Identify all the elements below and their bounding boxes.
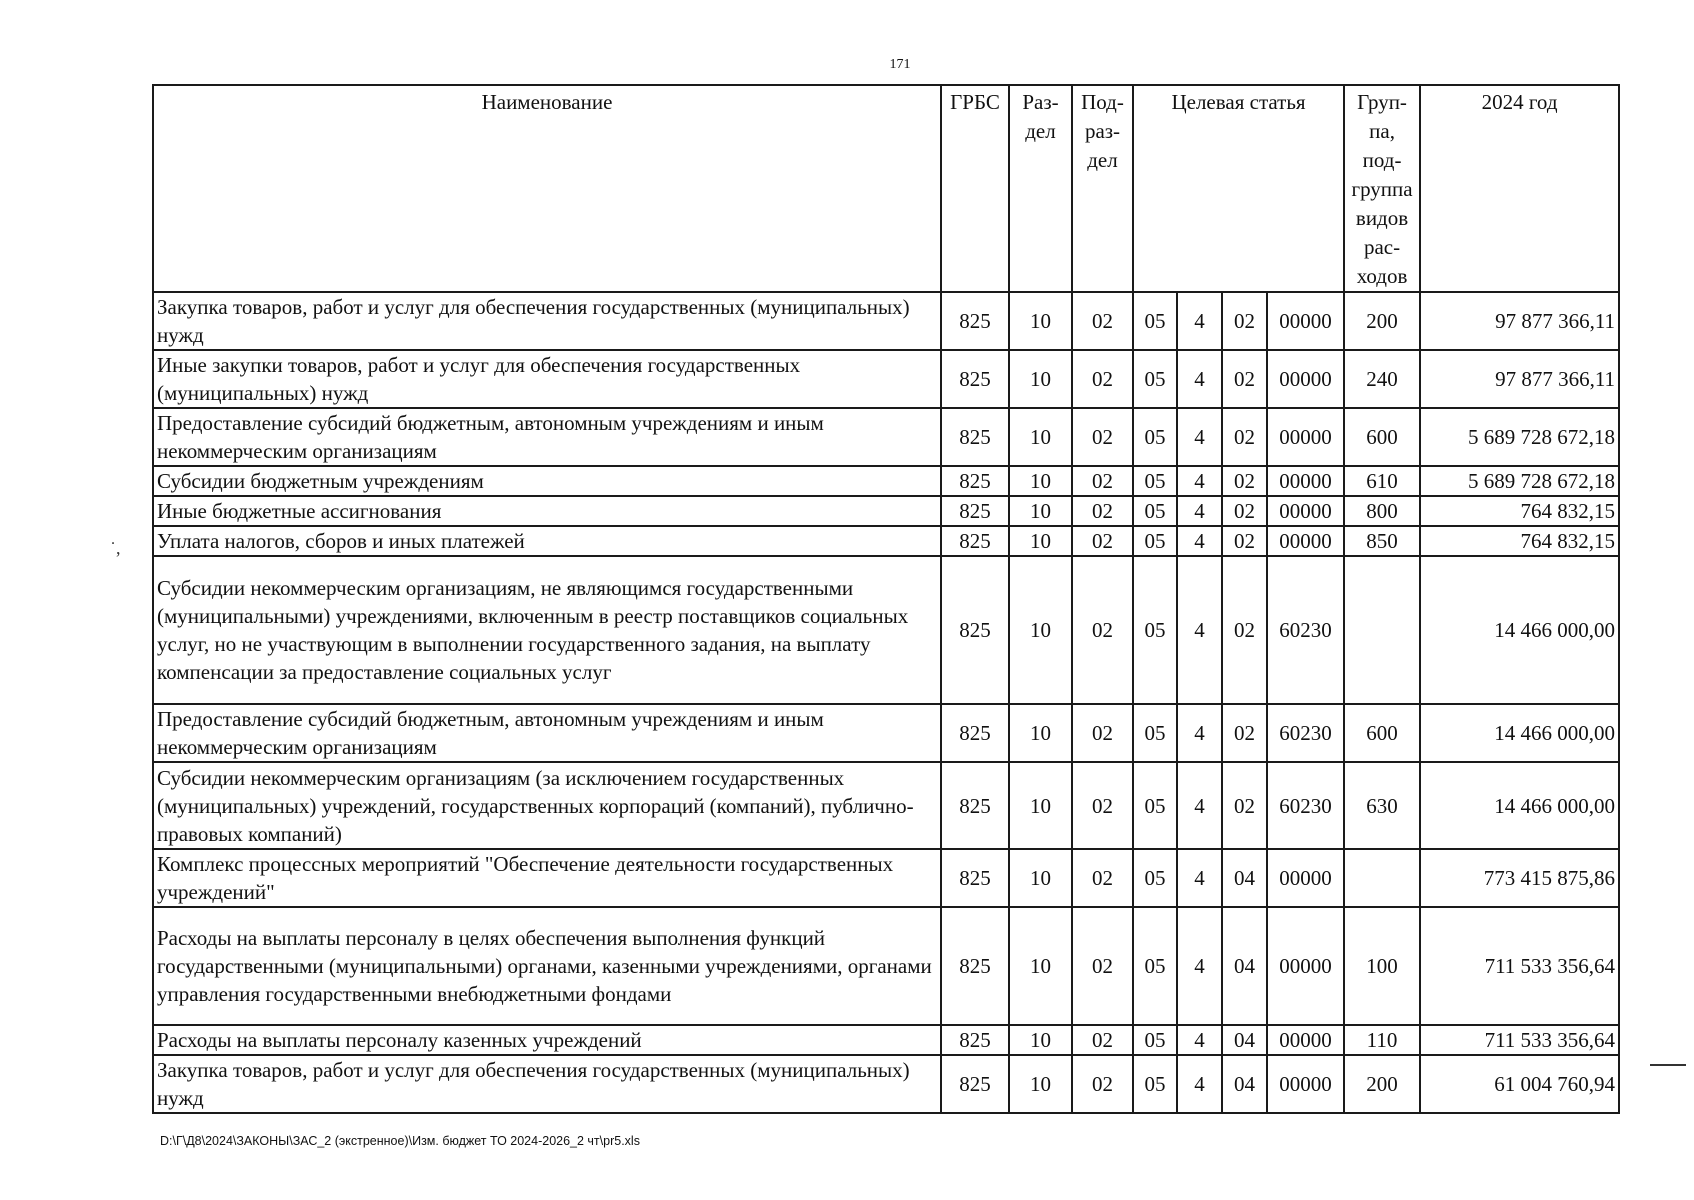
row-target-complex: 02	[1222, 704, 1267, 762]
row-amount-2024: 97 877 366,11	[1420, 350, 1619, 408]
row-target-direction: 00000	[1267, 1025, 1344, 1055]
row-razdel: 10	[1009, 556, 1072, 704]
row-grbs: 825	[941, 292, 1009, 350]
table-row	[153, 350, 1619, 408]
row-razdel: 10	[1009, 350, 1072, 408]
row-target-direction: 00000	[1267, 350, 1344, 408]
table-row	[153, 292, 1619, 350]
row-name: Субсидии некоммерческим организациям (за исключением государственных (муниципальных) учреждений, государственных корпораций (компаний), публично-правовых компаний)	[153, 762, 941, 849]
row-target-program: 05	[1133, 408, 1177, 466]
row-razdel: 10	[1009, 466, 1072, 496]
row-podrazdel: 02	[1072, 350, 1133, 408]
row-podrazdel: 02	[1072, 292, 1133, 350]
table-row	[153, 849, 1619, 907]
row-target-program: 05	[1133, 496, 1177, 526]
row-podrazdel: 02	[1072, 849, 1133, 907]
row-name: Комплекс процессных мероприятий "Обеспечение деятельности государственных учреждений"	[153, 849, 941, 907]
row-grbs: 825	[941, 408, 1009, 466]
row-target-direction: 00000	[1267, 466, 1344, 496]
row-podrazdel: 02	[1072, 1025, 1133, 1055]
row-target-type: 4	[1177, 408, 1222, 466]
scan-mark: ˙,	[110, 538, 121, 558]
row-podrazdel: 02	[1072, 704, 1133, 762]
header-expense-group: Груп- па, под- группа видов рас- ходов	[1344, 85, 1420, 292]
row-target-program: 05	[1133, 526, 1177, 556]
row-podrazdel: 02	[1072, 907, 1133, 1025]
row-target-program: 05	[1133, 466, 1177, 496]
row-amount-2024: 764 832,15	[1420, 496, 1619, 526]
row-target-direction: 00000	[1267, 496, 1344, 526]
row-podrazdel: 02	[1072, 762, 1133, 849]
row-expense-group: 100	[1344, 907, 1420, 1025]
row-target-complex: 02	[1222, 556, 1267, 704]
row-target-direction: 60230	[1267, 762, 1344, 849]
table-row	[153, 1025, 1619, 1055]
row-name: Закупка товаров, работ и услуг для обеспечения государственных (муниципальных) нужд	[153, 292, 941, 350]
row-target-type: 4	[1177, 1055, 1222, 1113]
row-grbs: 825	[941, 704, 1009, 762]
row-podrazdel: 02	[1072, 466, 1133, 496]
row-target-type: 4	[1177, 1025, 1222, 1055]
row-name: Предоставление субсидий бюджетным, автономным учреждениям и иным некоммерческим организациям	[153, 408, 941, 466]
row-target-type: 4	[1177, 466, 1222, 496]
header-name: Наименование	[153, 85, 941, 292]
row-razdel: 10	[1009, 496, 1072, 526]
row-amount-2024: 14 466 000,00	[1420, 556, 1619, 704]
row-name: Расходы на выплаты персоналу казенных учреждений	[153, 1025, 941, 1055]
table-row	[153, 907, 1619, 1025]
table-header-row	[153, 85, 1619, 292]
header-grbs: ГРБС	[941, 85, 1009, 292]
row-amount-2024: 5 689 728 672,18	[1420, 466, 1619, 496]
row-grbs: 825	[941, 907, 1009, 1025]
table-row	[153, 762, 1619, 849]
row-target-complex: 02	[1222, 496, 1267, 526]
row-razdel: 10	[1009, 292, 1072, 350]
row-target-type: 4	[1177, 350, 1222, 408]
row-name: Расходы на выплаты персоналу в целях обеспечения выполнения функций государственными (муниципальными) органами, казенными учреждениями, органами управления государственными внебюджетными фондами	[153, 907, 941, 1025]
row-grbs: 825	[941, 849, 1009, 907]
row-expense-group: 850	[1344, 526, 1420, 556]
row-target-program: 05	[1133, 704, 1177, 762]
row-expense-group: 240	[1344, 350, 1420, 408]
header-podrazdel: Под- раз- дел	[1072, 85, 1133, 292]
row-target-type: 4	[1177, 556, 1222, 704]
header-year: 2024 год	[1420, 85, 1619, 292]
table-row	[153, 466, 1619, 496]
row-expense-group: 800	[1344, 496, 1420, 526]
row-grbs: 825	[941, 496, 1009, 526]
row-target-direction: 00000	[1267, 907, 1344, 1025]
row-target-complex: 04	[1222, 907, 1267, 1025]
row-amount-2024: 711 533 356,64	[1420, 907, 1619, 1025]
row-razdel: 10	[1009, 762, 1072, 849]
row-target-type: 4	[1177, 526, 1222, 556]
row-target-type: 4	[1177, 292, 1222, 350]
row-target-direction: 00000	[1267, 1055, 1344, 1113]
table-row	[153, 408, 1619, 466]
row-grbs: 825	[941, 526, 1009, 556]
row-razdel: 10	[1009, 408, 1072, 466]
row-target-program: 05	[1133, 350, 1177, 408]
row-razdel: 10	[1009, 907, 1072, 1025]
row-expense-group: 200	[1344, 1055, 1420, 1113]
row-grbs: 825	[941, 1025, 1009, 1055]
row-target-type: 4	[1177, 849, 1222, 907]
row-podrazdel: 02	[1072, 496, 1133, 526]
table-row	[153, 526, 1619, 556]
table-row	[153, 704, 1619, 762]
row-expense-group	[1344, 556, 1420, 704]
row-amount-2024: 14 466 000,00	[1420, 704, 1619, 762]
table-row	[153, 496, 1619, 526]
table-body	[153, 292, 1619, 1113]
row-expense-group: 110	[1344, 1025, 1420, 1055]
row-amount-2024: 14 466 000,00	[1420, 762, 1619, 849]
row-target-type: 4	[1177, 704, 1222, 762]
row-podrazdel: 02	[1072, 408, 1133, 466]
row-target-complex: 04	[1222, 1055, 1267, 1113]
row-grbs: 825	[941, 556, 1009, 704]
row-podrazdel: 02	[1072, 556, 1133, 704]
row-target-type: 4	[1177, 907, 1222, 1025]
row-expense-group: 600	[1344, 704, 1420, 762]
row-razdel: 10	[1009, 849, 1072, 907]
row-expense-group: 200	[1344, 292, 1420, 350]
row-target-program: 05	[1133, 1055, 1177, 1113]
row-podrazdel: 02	[1072, 1055, 1133, 1113]
row-target-type: 4	[1177, 762, 1222, 849]
row-target-direction: 00000	[1267, 849, 1344, 907]
row-target-type: 4	[1177, 496, 1222, 526]
row-name: Субсидии бюджетным учреждениям	[153, 466, 941, 496]
row-razdel: 10	[1009, 704, 1072, 762]
row-target-complex: 02	[1222, 292, 1267, 350]
row-grbs: 825	[941, 1055, 1009, 1113]
row-target-direction: 00000	[1267, 526, 1344, 556]
row-target-complex: 04	[1222, 1025, 1267, 1055]
row-target-program: 05	[1133, 907, 1177, 1025]
budget-table	[152, 84, 1620, 1114]
row-target-complex: 02	[1222, 350, 1267, 408]
row-amount-2024: 61 004 760,94	[1420, 1055, 1619, 1113]
row-target-direction: 00000	[1267, 292, 1344, 350]
row-expense-group: 600	[1344, 408, 1420, 466]
row-grbs: 825	[941, 350, 1009, 408]
row-target-direction: 60230	[1267, 556, 1344, 704]
row-expense-group	[1344, 849, 1420, 907]
header-razdel: Раз- дел	[1009, 85, 1072, 292]
row-target-direction: 00000	[1267, 408, 1344, 466]
row-razdel: 10	[1009, 1055, 1072, 1113]
row-grbs: 825	[941, 466, 1009, 496]
row-target-program: 05	[1133, 849, 1177, 907]
row-target-program: 05	[1133, 1025, 1177, 1055]
row-target-program: 05	[1133, 292, 1177, 350]
row-amount-2024: 97 877 366,11	[1420, 292, 1619, 350]
row-target-direction: 60230	[1267, 704, 1344, 762]
row-target-complex: 04	[1222, 849, 1267, 907]
table-row	[153, 1055, 1619, 1113]
row-target-complex: 02	[1222, 762, 1267, 849]
row-name: Закупка товаров, работ и услуг для обеспечения государственных (муниципальных) нужд	[153, 1055, 941, 1113]
row-razdel: 10	[1009, 1025, 1072, 1055]
row-name: Уплата налогов, сборов и иных платежей	[153, 526, 941, 556]
row-expense-group: 610	[1344, 466, 1420, 496]
row-amount-2024: 773 415 875,86	[1420, 849, 1619, 907]
edge-mark	[1650, 1064, 1686, 1066]
row-name: Субсидии некоммерческим организациям, не являющимся государственными (муниципальными) учреждениями, включенным в реестр поставщиков социальных услуг, но не участвующим в выполнении государственного задания, на выплату компенсации за предоставление социальных услуг	[153, 556, 941, 704]
row-amount-2024: 5 689 728 672,18	[1420, 408, 1619, 466]
row-target-program: 05	[1133, 556, 1177, 704]
table-row	[153, 556, 1619, 704]
row-target-complex: 02	[1222, 466, 1267, 496]
row-expense-group: 630	[1344, 762, 1420, 849]
row-amount-2024: 711 533 356,64	[1420, 1025, 1619, 1055]
row-name: Предоставление субсидий бюджетным, автономным учреждениям и иным некоммерческим организациям	[153, 704, 941, 762]
row-target-complex: 02	[1222, 408, 1267, 466]
row-target-complex: 02	[1222, 526, 1267, 556]
page-number: 171	[889, 57, 911, 72]
row-podrazdel: 02	[1072, 526, 1133, 556]
row-grbs: 825	[941, 762, 1009, 849]
footer-file-path: D:\Г\Д8\2024\ЗАКОНЫ\ЗАС_2 (экстренное)\Изм. бюджет ТО 2024-2026_2 чт\pr5.xls	[160, 1134, 640, 1148]
row-name: Иные закупки товаров, работ и услуг для обеспечения государственных (муниципальных) нужд	[153, 350, 941, 408]
row-name: Иные бюджетные ассигнования	[153, 496, 941, 526]
row-amount-2024: 764 832,15	[1420, 526, 1619, 556]
row-razdel: 10	[1009, 526, 1072, 556]
header-target-article: Целевая статья	[1133, 85, 1344, 292]
row-target-program: 05	[1133, 762, 1177, 849]
